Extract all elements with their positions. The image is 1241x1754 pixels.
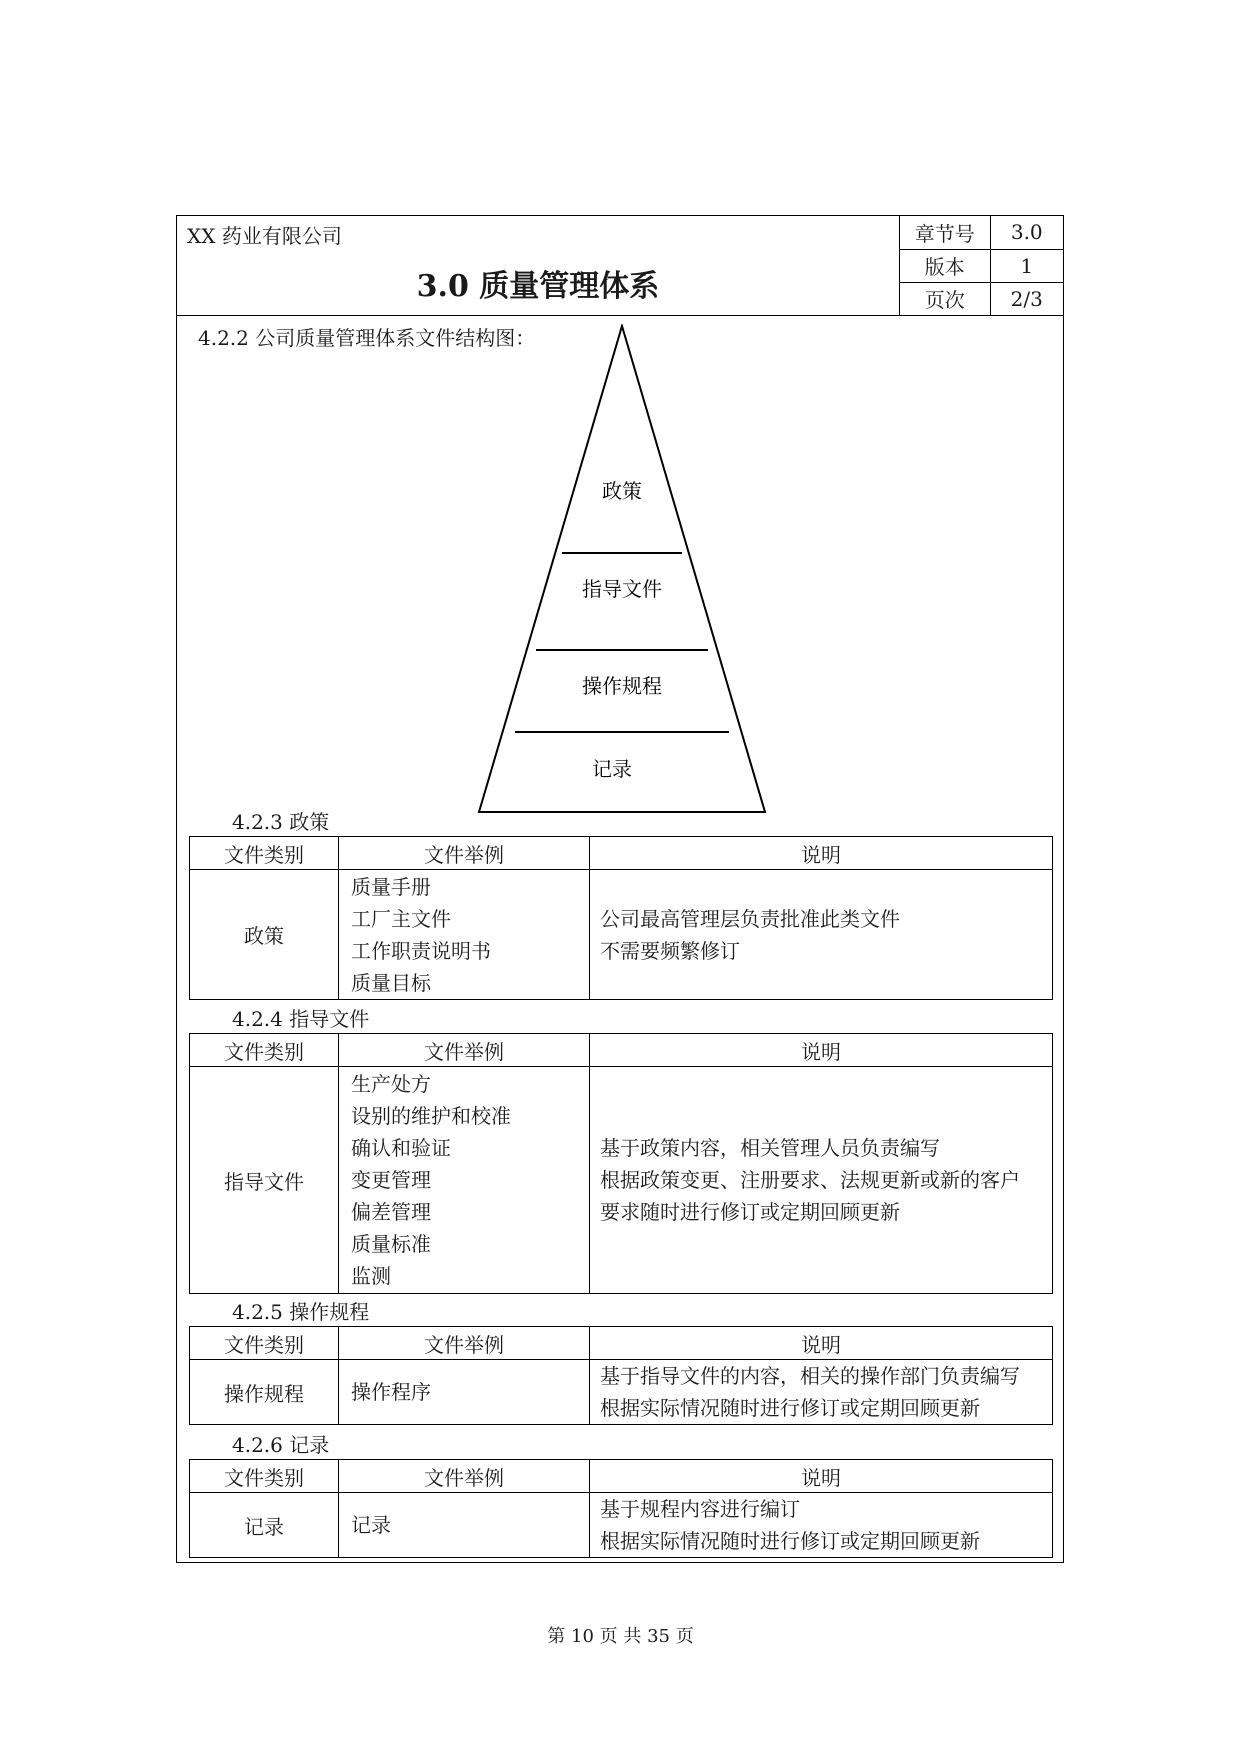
- column-header-category: 文件类别: [190, 837, 339, 870]
- table-row: [190, 1360, 1053, 1425]
- category-cell: 指导文件: [190, 1067, 339, 1294]
- meta-row-version: [900, 249, 1063, 282]
- document-pyramid-diagram: [477, 324, 767, 818]
- example-item: 监测: [351, 1264, 391, 1288]
- example-item: 质量目标: [351, 970, 431, 995]
- guidance-table: [189, 1033, 1053, 1294]
- table-row: [190, 1493, 1053, 1558]
- examples-cell: [339, 1493, 590, 1558]
- column-header-examples: 文件举例: [339, 1327, 590, 1360]
- example-item: 记录: [351, 1513, 391, 1537]
- examples-cell: [339, 1360, 590, 1425]
- category-cell: 操作规程: [190, 1360, 339, 1425]
- document-meta-table: [900, 216, 1063, 316]
- meta-value: 3.0: [990, 216, 1063, 249]
- example-item: 变更管理: [351, 1168, 431, 1192]
- description-line: 基于政策内容，相关管理人员负责编写: [600, 1136, 940, 1160]
- example-item: 设别的维护和校准: [351, 1104, 511, 1128]
- column-header-examples: 文件举例: [339, 837, 590, 870]
- column-header-category: 文件类别: [190, 1034, 339, 1067]
- description-line: 根据政策变更、注册要求、法规更新或新的客户: [600, 1168, 1020, 1192]
- section-heading: 4.2.3 政策: [232, 810, 330, 834]
- example-item: 操作程序: [351, 1380, 431, 1404]
- table-row: [190, 870, 1053, 1000]
- header-title-block: [177, 216, 900, 316]
- description-line: 要求随时进行修订或定期回顾更新: [600, 1200, 900, 1224]
- pyramid-level-guidance: 指导文件: [582, 577, 662, 601]
- column-header-description: 说明: [590, 1034, 1053, 1067]
- meta-value: 2/3: [990, 282, 1063, 315]
- example-item: 确认和验证: [351, 1136, 451, 1160]
- page-footer: 第 10 页 共 35 页: [547, 1626, 694, 1647]
- pyramid-outline: [479, 326, 765, 812]
- meta-row-page: [900, 282, 1063, 315]
- description-line: 基于规程内容进行编订: [600, 1497, 800, 1521]
- example-item: 生产处方: [351, 1072, 431, 1096]
- structure-heading: 4.2.2 公司质量管理体系文件结构图：: [198, 326, 536, 350]
- meta-value: 1: [990, 249, 1063, 282]
- column-header-description: 说明: [590, 1327, 1053, 1360]
- description-line: 根据实际情况随时进行修订或定期回顾更新: [600, 1396, 980, 1420]
- column-header-category: 文件类别: [190, 1327, 339, 1360]
- section-heading: 4.2.6 记录: [232, 1433, 330, 1457]
- document-title: 3.0 质量管理体系: [416, 269, 660, 304]
- company-name: XX 药业有限公司: [187, 224, 342, 248]
- document-frame: [176, 215, 1064, 1563]
- meta-label: 版本: [900, 249, 990, 282]
- pyramid-level-procedure: 操作规程: [582, 674, 662, 698]
- procedure-table: [189, 1326, 1053, 1425]
- example-item: 偏差管理: [351, 1200, 431, 1224]
- section-heading: 4.2.4 指导文件: [232, 1007, 370, 1031]
- description-cell: [590, 1493, 1053, 1558]
- example-item: 工作职责说明书: [351, 938, 491, 963]
- section-heading: 4.2.5 操作规程: [232, 1300, 370, 1324]
- column-header-examples: 文件举例: [339, 1460, 590, 1493]
- column-header-category: 文件类别: [190, 1460, 339, 1493]
- description-line: 基于指导文件的内容，相关的操作部门负责编写: [600, 1364, 1020, 1388]
- examples-cell: [339, 1067, 590, 1294]
- meta-label: 章节号: [900, 216, 990, 249]
- meta-label: 页次: [900, 282, 990, 315]
- record-table: [189, 1459, 1053, 1558]
- category-cell: 记录: [190, 1493, 339, 1558]
- examples-cell: [339, 870, 590, 1000]
- column-header-examples: 文件举例: [339, 1034, 590, 1067]
- column-header-description: 说明: [590, 1460, 1053, 1493]
- pyramid-level-record: 记录: [592, 757, 632, 781]
- description-line: 不需要频繁修订: [600, 938, 740, 963]
- category-cell: 政策: [190, 870, 339, 1000]
- example-item: 工厂主文件: [351, 906, 451, 931]
- table-header-row: [190, 837, 1053, 870]
- meta-row-chapter: [900, 216, 1063, 249]
- description-line: 公司最高管理层负责批准此类文件: [600, 906, 900, 931]
- description-cell: [590, 870, 1053, 1000]
- table-header-row: [190, 1460, 1053, 1493]
- description-line: 根据实际情况随时进行修订或定期回顾更新: [600, 1529, 980, 1553]
- description-cell: [590, 1360, 1053, 1425]
- policy-table: [189, 836, 1053, 1000]
- table-row: [190, 1067, 1053, 1294]
- table-header-row: [190, 1327, 1053, 1360]
- description-cell: [590, 1067, 1053, 1294]
- table-header-row: [190, 1034, 1053, 1067]
- pyramid-level-policy: 政策: [602, 479, 642, 503]
- example-item: 质量标准: [351, 1232, 431, 1256]
- column-header-description: 说明: [590, 837, 1053, 870]
- example-item: 质量手册: [351, 874, 431, 899]
